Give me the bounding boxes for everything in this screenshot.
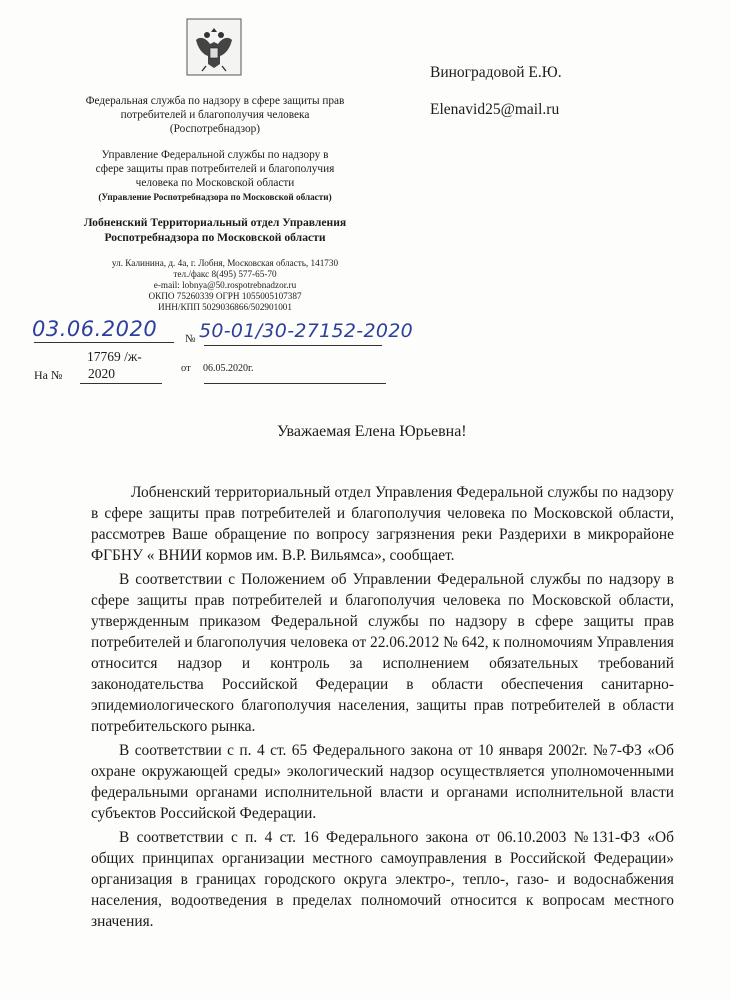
reference-underline xyxy=(80,383,162,384)
number-underline xyxy=(204,345,382,346)
number-sign: № xyxy=(185,333,196,345)
org-line: Федеральная служба по надзору в сфере защиты прав xyxy=(85,95,345,107)
contact-line: e-mail: lobnya@50.rospotrebnadzor.ru xyxy=(153,280,297,290)
org-line: потребителей и благополучия человека xyxy=(120,109,310,121)
body-paragraph: В соответствии с п. 4 ст. 65 Федерального закона от 10 января 2002г. №7-ФЗ «Об охране окружающей среды» экологический надзор осуществляется уполномоченными федеральными органами исполнительной власти и органами исполнительной власти субъектов Российской Федерации. xyxy=(91,742,674,822)
contact-details xyxy=(55,258,395,313)
contact-line: ИНН/КПП 5029036866/502901001 xyxy=(158,302,292,312)
org-line: сфере защиты прав потребителей и благополучия xyxy=(95,163,335,175)
org-line: Лобненский Территориальный отдел Управления xyxy=(83,216,347,229)
body-paragraph: В соответствии с Положением об Управлении Федеральной службы по надзору в сфере защиты прав потребителей и благополучия человека по Московской области, утвержденным приказом Федеральной службы по надзору в сфере защиты прав потребителей и благополучия человека от 22.06.2012 № 642, к полномочиям Управления относится надзор и контроль за исполнением обязательных требований законодательства Российской Федерации в области обеспечения санитарно-эпидемиологического благополучия населения, защиты прав потребителей в области потребительского рынка. xyxy=(91,571,674,735)
from-label: от xyxy=(181,363,191,374)
reference-date-underline xyxy=(204,383,386,384)
territorial-unit-name xyxy=(55,215,375,245)
federal-service-name xyxy=(55,94,375,136)
contact-line: ул. Калинина, д. 4а, г. Лобня, Московская область, 141730 xyxy=(111,258,339,268)
org-line: Роспотребнадзора по Московской области xyxy=(104,231,326,244)
body-paragraph: Лобненский территориальный отдел Управления Федеральной службы по надзору в сфере защиты прав потребителей и благополучия человека по Московской области, рассмотрев Ваше обращение по вопросу загрязнения реки Раздерихи в микрорайоне ФГБНУ « ВНИИ кормов им. В.Р. Вильямса», сообщает. xyxy=(91,484,674,564)
reference-label: На № xyxy=(34,368,63,382)
org-line: Управление Федеральной службы по надзору в xyxy=(101,149,329,161)
handwritten-outgoing-number: 50-01/30-27152-2020 xyxy=(199,320,413,342)
letter-body xyxy=(91,482,674,932)
regional-office-name xyxy=(55,148,375,204)
date-underline xyxy=(34,342,174,343)
contact-line: тел./факс 8(495) 577-65-70 xyxy=(173,269,277,279)
coat-of-arms-icon xyxy=(186,18,242,76)
reference-year: 2020 xyxy=(88,366,115,381)
contact-line: ОКПО 75260339 ОГРН 1055005107387 xyxy=(148,291,302,301)
regional-office-short: (Управление Роспотребнадзора по Московской области) xyxy=(98,192,332,202)
reference-number: 17769 /ж- xyxy=(87,349,142,364)
handwritten-date: 03.06.2020 xyxy=(32,317,158,341)
greeting: Уважаемая Елена Юрьевна! xyxy=(277,423,467,440)
org-line: (Роспотребнадзор) xyxy=(169,123,261,135)
recipient-name: Виноградовой Е.Ю. xyxy=(430,64,562,81)
org-line: человека по Московской области xyxy=(135,177,295,189)
reference-date: 06.05.2020г. xyxy=(203,363,254,374)
recipient-email: Elenavid25@mail.ru xyxy=(430,101,560,118)
body-paragraph: В соответствии с п. 4 ст. 16 Федерального закона от 06.10.2003 №131-ФЗ «Об общих принципах организации местного самоуправления в Российской Федерации» организация в границах городского округа электро-, тепло-, газо- и водоснабжения населения, водоотведения в пределах полномочий относится к вопросам местного значения. xyxy=(91,829,674,930)
